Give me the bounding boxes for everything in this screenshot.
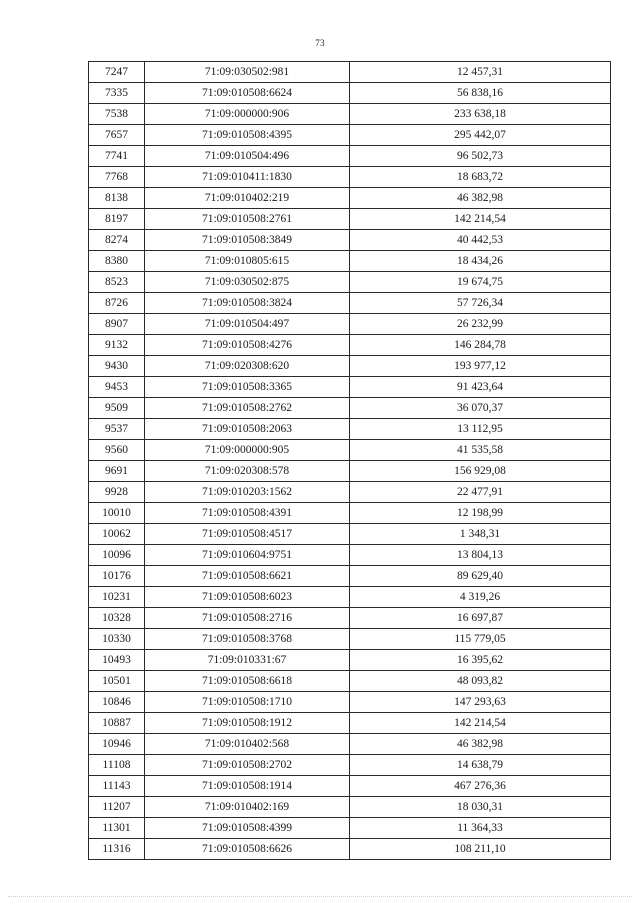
table-row — [89, 293, 611, 314]
cadastral-number-cell: 71:09:000000:905 — [145, 440, 350, 461]
cadastral-number-cell: 71:09:030502:875 — [145, 272, 350, 293]
value-cell: 40 442,53 — [350, 230, 611, 251]
value-cell: 115 779,05 — [350, 629, 611, 650]
value-cell: 146 284,78 — [350, 335, 611, 356]
value-cell: 12 198,99 — [350, 503, 611, 524]
cadastral-number-cell: 71:09:010331:67 — [145, 650, 350, 671]
table-row — [89, 734, 611, 755]
cadastral-number-cell: 71:09:010508:3849 — [145, 230, 350, 251]
value-cell: 89 629,40 — [350, 566, 611, 587]
row-number-cell: 8726 — [89, 293, 145, 314]
value-cell: 467 276,36 — [350, 776, 611, 797]
table-row — [89, 650, 611, 671]
value-cell: 18 683,72 — [350, 167, 611, 188]
cadastral-number-cell: 71:09:010508:1912 — [145, 713, 350, 734]
value-cell: 48 093,82 — [350, 671, 611, 692]
table-row — [89, 461, 611, 482]
table-row — [89, 398, 611, 419]
cadastral-number-cell: 71:09:020308:620 — [145, 356, 350, 377]
cadastral-number-cell: 71:09:010508:3824 — [145, 293, 350, 314]
table-row — [89, 503, 611, 524]
cadastral-number-cell: 71:09:010508:4395 — [145, 125, 350, 146]
cadastral-number-cell: 71:09:010508:2716 — [145, 608, 350, 629]
cadastral-number-cell: 71:09:010805:615 — [145, 251, 350, 272]
row-number-cell: 7538 — [89, 104, 145, 125]
cadastral-number-cell: 71:09:010508:2063 — [145, 419, 350, 440]
row-number-cell: 7768 — [89, 167, 145, 188]
row-number-cell: 10096 — [89, 545, 145, 566]
row-number-cell: 8138 — [89, 188, 145, 209]
table-row — [89, 188, 611, 209]
cadastral-number-cell: 71:09:010508:4391 — [145, 503, 350, 524]
row-number-cell: 11301 — [89, 818, 145, 839]
value-cell: 57 726,34 — [350, 293, 611, 314]
value-cell: 22 477,91 — [350, 482, 611, 503]
row-number-cell: 10062 — [89, 524, 145, 545]
table-row — [89, 146, 611, 167]
cadastral-number-cell: 71:09:020308:578 — [145, 461, 350, 482]
cadastral-number-cell: 71:09:010508:2762 — [145, 398, 350, 419]
row-number-cell: 9537 — [89, 419, 145, 440]
land-plot-table — [88, 61, 611, 860]
table-row — [89, 692, 611, 713]
row-number-cell: 9691 — [89, 461, 145, 482]
table-row — [89, 797, 611, 818]
table-row — [89, 104, 611, 125]
row-number-cell: 7657 — [89, 125, 145, 146]
cadastral-number-cell: 71:09:010508:2761 — [145, 209, 350, 230]
cadastral-number-cell: 71:09:010508:6624 — [145, 83, 350, 104]
value-cell: 108 211,10 — [350, 839, 611, 860]
value-cell: 13 804,13 — [350, 545, 611, 566]
value-cell: 16 697,87 — [350, 608, 611, 629]
value-cell: 13 112,95 — [350, 419, 611, 440]
value-cell: 91 423,64 — [350, 377, 611, 398]
table-row — [89, 839, 611, 860]
table-row — [89, 776, 611, 797]
row-number-cell: 8274 — [89, 230, 145, 251]
table-row — [89, 566, 611, 587]
table-row — [89, 230, 611, 251]
value-cell: 142 214,54 — [350, 713, 611, 734]
value-cell: 36 070,37 — [350, 398, 611, 419]
table-body — [89, 62, 611, 860]
row-number-cell: 9453 — [89, 377, 145, 398]
row-number-cell: 7247 — [89, 62, 145, 83]
row-number-cell: 10501 — [89, 671, 145, 692]
value-cell: 14 638,79 — [350, 755, 611, 776]
value-cell: 26 232,99 — [350, 314, 611, 335]
table-row — [89, 62, 611, 83]
cadastral-number-cell: 71:09:010504:496 — [145, 146, 350, 167]
value-cell: 295 442,07 — [350, 125, 611, 146]
row-number-cell: 10846 — [89, 692, 145, 713]
value-cell: 156 929,08 — [350, 461, 611, 482]
value-cell: 193 977,12 — [350, 356, 611, 377]
table-row — [89, 356, 611, 377]
table-row — [89, 608, 611, 629]
cadastral-number-cell: 71:09:030502:981 — [145, 62, 350, 83]
cadastral-number-cell: 71:09:000000:906 — [145, 104, 350, 125]
value-cell: 233 638,18 — [350, 104, 611, 125]
cadastral-number-cell: 71:09:010402:169 — [145, 797, 350, 818]
value-cell: 18 434,26 — [350, 251, 611, 272]
value-cell: 147 293,63 — [350, 692, 611, 713]
table-row — [89, 755, 611, 776]
row-number-cell: 11108 — [89, 755, 145, 776]
row-number-cell: 9132 — [89, 335, 145, 356]
table-row — [89, 587, 611, 608]
row-number-cell: 10493 — [89, 650, 145, 671]
table-row — [89, 440, 611, 461]
cadastral-number-cell: 71:09:010504:497 — [145, 314, 350, 335]
table-row — [89, 377, 611, 398]
value-cell: 11 364,33 — [350, 818, 611, 839]
scan-artifact-line — [8, 894, 632, 897]
table-row — [89, 251, 611, 272]
table-row — [89, 209, 611, 230]
row-number-cell: 10176 — [89, 566, 145, 587]
row-number-cell: 9430 — [89, 356, 145, 377]
cadastral-number-cell: 71:09:010402:568 — [145, 734, 350, 755]
row-number-cell: 11143 — [89, 776, 145, 797]
row-number-cell: 10328 — [89, 608, 145, 629]
table-row — [89, 419, 611, 440]
value-cell: 56 838,16 — [350, 83, 611, 104]
table-row — [89, 629, 611, 650]
row-number-cell: 8523 — [89, 272, 145, 293]
table-row — [89, 482, 611, 503]
row-number-cell: 8907 — [89, 314, 145, 335]
cadastral-number-cell: 71:09:010203:1562 — [145, 482, 350, 503]
row-number-cell: 11316 — [89, 839, 145, 860]
table-row — [89, 713, 611, 734]
table-row — [89, 314, 611, 335]
cadastral-number-cell: 71:09:010508:6626 — [145, 839, 350, 860]
row-number-cell: 9560 — [89, 440, 145, 461]
table-row — [89, 335, 611, 356]
table-row — [89, 83, 611, 104]
cadastral-number-cell: 71:09:010508:1914 — [145, 776, 350, 797]
row-number-cell: 9509 — [89, 398, 145, 419]
row-number-cell: 8380 — [89, 251, 145, 272]
cadastral-number-cell: 71:09:010508:4399 — [145, 818, 350, 839]
page-number: 73 — [315, 38, 325, 48]
cadastral-number-cell: 71:09:010604:9751 — [145, 545, 350, 566]
row-number-cell: 10010 — [89, 503, 145, 524]
value-cell: 96 502,73 — [350, 146, 611, 167]
cadastral-number-cell: 71:09:010402:219 — [145, 188, 350, 209]
cadastral-number-cell: 71:09:010508:4276 — [145, 335, 350, 356]
cadastral-number-cell: 71:09:010508:4517 — [145, 524, 350, 545]
value-cell: 41 535,58 — [350, 440, 611, 461]
row-number-cell: 10887 — [89, 713, 145, 734]
table-row — [89, 545, 611, 566]
value-cell: 12 457,31 — [350, 62, 611, 83]
cadastral-number-cell: 71:09:010508:6621 — [145, 566, 350, 587]
cadastral-number-cell: 71:09:010508:3768 — [145, 629, 350, 650]
row-number-cell: 7335 — [89, 83, 145, 104]
value-cell: 16 395,62 — [350, 650, 611, 671]
cadastral-number-cell: 71:09:010508:2702 — [145, 755, 350, 776]
row-number-cell: 8197 — [89, 209, 145, 230]
value-cell: 46 382,98 — [350, 188, 611, 209]
table-row — [89, 167, 611, 188]
table-row — [89, 272, 611, 293]
value-cell: 4 319,26 — [350, 587, 611, 608]
value-cell: 46 382,98 — [350, 734, 611, 755]
value-cell: 1 348,31 — [350, 524, 611, 545]
row-number-cell: 10231 — [89, 587, 145, 608]
row-number-cell: 7741 — [89, 146, 145, 167]
table-row — [89, 671, 611, 692]
value-cell: 18 030,31 — [350, 797, 611, 818]
row-number-cell: 11207 — [89, 797, 145, 818]
cadastral-number-cell: 71:09:010508:3365 — [145, 377, 350, 398]
row-number-cell: 9928 — [89, 482, 145, 503]
value-cell: 142 214,54 — [350, 209, 611, 230]
cadastral-number-cell: 71:09:010508:6618 — [145, 671, 350, 692]
table-row — [89, 524, 611, 545]
table-row — [89, 818, 611, 839]
cadastral-number-cell: 71:09:010508:1710 — [145, 692, 350, 713]
row-number-cell: 10330 — [89, 629, 145, 650]
row-number-cell: 10946 — [89, 734, 145, 755]
cadastral-number-cell: 71:09:010411:1830 — [145, 167, 350, 188]
table-row — [89, 125, 611, 146]
cadastral-number-cell: 71:09:010508:6023 — [145, 587, 350, 608]
value-cell: 19 674,75 — [350, 272, 611, 293]
